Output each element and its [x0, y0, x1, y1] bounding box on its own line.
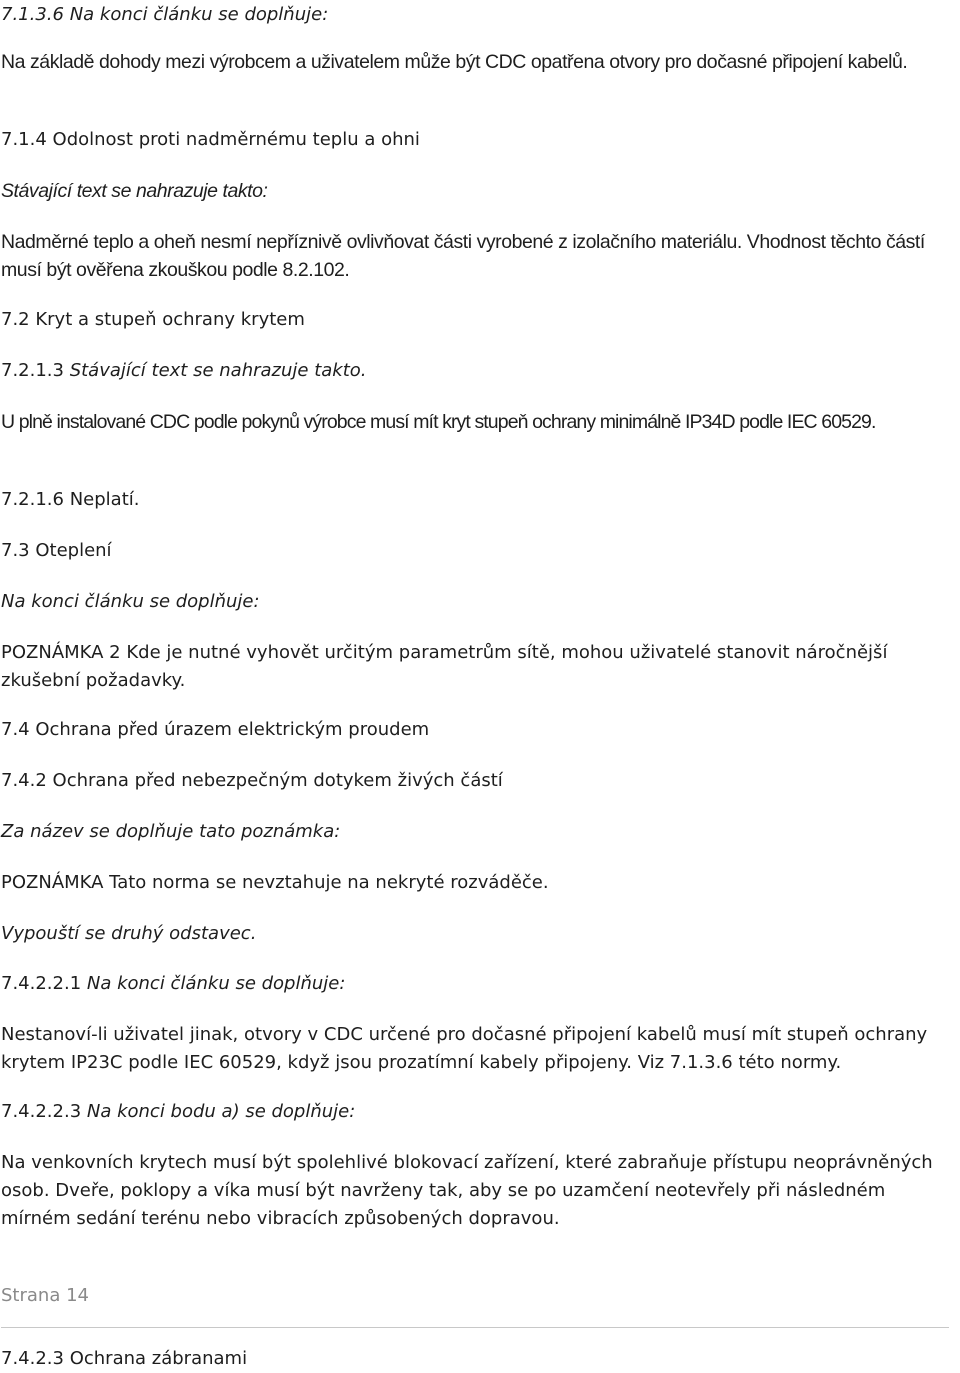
- note-replacement-text: Stávající text se nahrazuje takto:: [1, 180, 268, 202]
- heading-number: 7.4.2.2.1: [1, 973, 87, 994]
- heading-7-2-1-3: [1, 357, 367, 385]
- heading-7-4-2-2-3: [1, 1098, 355, 1126]
- footer-divider: [1, 1327, 949, 1328]
- heading-instruction: Na konci článku se doplňuje:: [86, 973, 346, 994]
- paragraph-note-2: POZNÁMKA 2 Kde je nutné vyhovět určitým parametrům sítě, mohou uživatelé stanovit náročnější zkušební požadavky.: [1, 642, 888, 691]
- paragraph-heat-and-fire: Nadměrné teplo a oheň nesmí nepříznivě ovlivňovat části vyrobené z izolačního materiálu. Vhodnost těchto částí musí být ověřena zkouškou podle 8.2.102.: [1, 231, 925, 281]
- heading-7-2: 7.2 Kryt a stupeň ochrany krytem: [1, 309, 305, 330]
- heading-number: 7.2.1.3: [1, 360, 70, 381]
- page-number: Strana 14: [1, 1285, 89, 1306]
- paragraph-note-switchgear: POZNÁMKA Tato norma se nevztahuje na nekryté rozváděče.: [1, 872, 549, 893]
- note-7-3-addition: Na konci článku se doplňuje:: [1, 591, 260, 612]
- heading-7-3: 7.3 Oteplení: [1, 540, 112, 561]
- heading-7-4-2-2-1: [1, 970, 345, 998]
- heading-7-4: 7.4 Ochrana před úrazem elektrickým proudem: [1, 719, 430, 740]
- paragraph-ip23c: Nestanoví-li uživatel jinak, otvory v CDC určené pro dočasné připojení kabelů musí mít stupeň ochrany krytem IP23C podle IEC 60529, když jsou prozatímní kabely připojeny. Viz 7.1.3.6 této normy.: [1, 1024, 928, 1073]
- heading-instruction: Na konci bodu a) se doplňuje:: [86, 1101, 356, 1122]
- note-title-addition: Za název se doplňuje tato poznámka:: [1, 821, 341, 842]
- paragraph-temporary-cable-openings: Na základě dohody mezi výrobcem a uživatelem může být CDC opatřena otvory pro dočasné připojení kabelů.: [1, 51, 908, 73]
- heading-7-1-3-6: 7.1.3.6 Na konci článku se doplňuje:: [1, 4, 329, 25]
- paragraph-ip34d: U plně instalované CDC podle pokynů výrobce musí mít kryt stupeň ochrany minimálně IP34D podle IEC 60529.: [1, 411, 876, 433]
- note-second-paragraph-removed: Vypouští se druhý odstavec.: [1, 923, 257, 944]
- heading-7-4-2: 7.4.2 Ochrana před nebezpečným dotykem živých částí: [1, 770, 503, 791]
- heading-instruction: Stávající text se nahrazuje takto.: [69, 360, 367, 381]
- heading-7-2-1-6: 7.2.1.6 Neplatí.: [1, 489, 140, 510]
- heading-number: 7.4.2.2.3: [1, 1101, 87, 1122]
- heading-7-4-2-3: 7.4.2.3 Ochrana zábranami: [1, 1348, 248, 1369]
- heading-7-1-4: 7.1.4 Odolnost proti nadměrnému teplu a ohni: [1, 129, 420, 150]
- paragraph-outdoor-enclosures: Na venkovních krytech musí být spolehlivé blokovací zařízení, které zabraňuje přístupu neoprávněných osob. Dveře, poklopy a víka musí být navrženy tak, aby se po uzamčení neotevřely při následném mírném sedání terénu nebo vibracích způsobených dopravou.: [1, 1152, 933, 1229]
